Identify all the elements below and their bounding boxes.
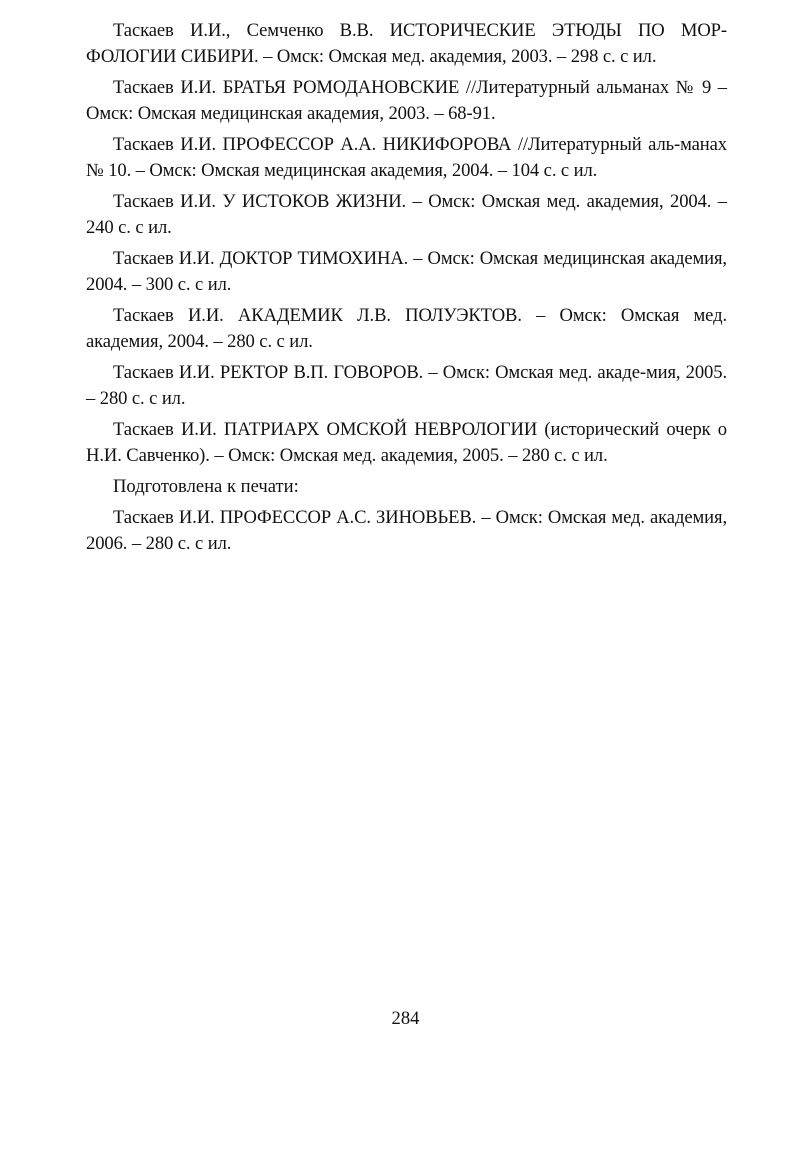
bibliography-entry: Таскаев И.И. У ИСТОКОВ ЖИЗНИ. – Омск: Омская мед. академия, 2004. – 240 с. с ил. [86, 191, 727, 238]
bibliography-entry: Таскаев И.И., Семченко В.В. ИСТОРИЧЕСКИЕ ЭТЮДЫ ПО МОР-ФОЛОГИИ СИБИРИ. – Омск: Омская мед. академия, 2003. – 298 с. с ил. [86, 20, 727, 67]
prepared-bibliography-entry: Таскаев И.И. ПРОФЕССОР А.С. ЗИНОВЬЕВ. – Омск: Омская мед. академия, 2006. – 280 с. с ил. [86, 507, 727, 554]
bibliography-entry: Таскаев И.И. ДОКТОР ТИМОХИНА. – Омск: Омская медицинская академия, 2004. – 300 с. с ил. [86, 248, 727, 295]
prepared-for-print-note: Подготовлена к печати: [113, 476, 299, 497]
bibliography-entry: Таскаев И.И. РЕКТОР В.П. ГОВОРОВ. – Омск: Омская мед. акаде-мия, 2005. – 280 с. с ил. [86, 362, 727, 409]
bibliography-page [86, 18, 727, 1138]
bibliography-entry: Таскаев И.И. БРАТЬЯ РОМОДАНОВСКИЕ //Литературный альманах № 9 – Омск: Омская медицинская академия, 2003. – 68-91. [86, 77, 727, 124]
bibliography-entry: Таскаев И.И. ПАТРИАРХ ОМСКОЙ НЕВРОЛОГИИ (исторический очерк о Н.И. Савченко). – Омск: Омская мед. академия, 2005. – 280 с. с ил. [86, 419, 727, 466]
bibliography-entry: Таскаев И.И. АКАДЕМИК Л.В. ПОЛУЭКТОВ. – Омск: Омская мед. академия, 2004. – 280 с. с ил. [86, 305, 727, 352]
page-number: 284 [391, 1008, 420, 1029]
bibliography-entry: Таскаев И.И. ПРОФЕССОР А.А. НИКИФОРОВА //Литературный аль-манах № 10. – Омск: Омская медицинская академия, 2004. – 104 с. с ил. [86, 134, 727, 181]
